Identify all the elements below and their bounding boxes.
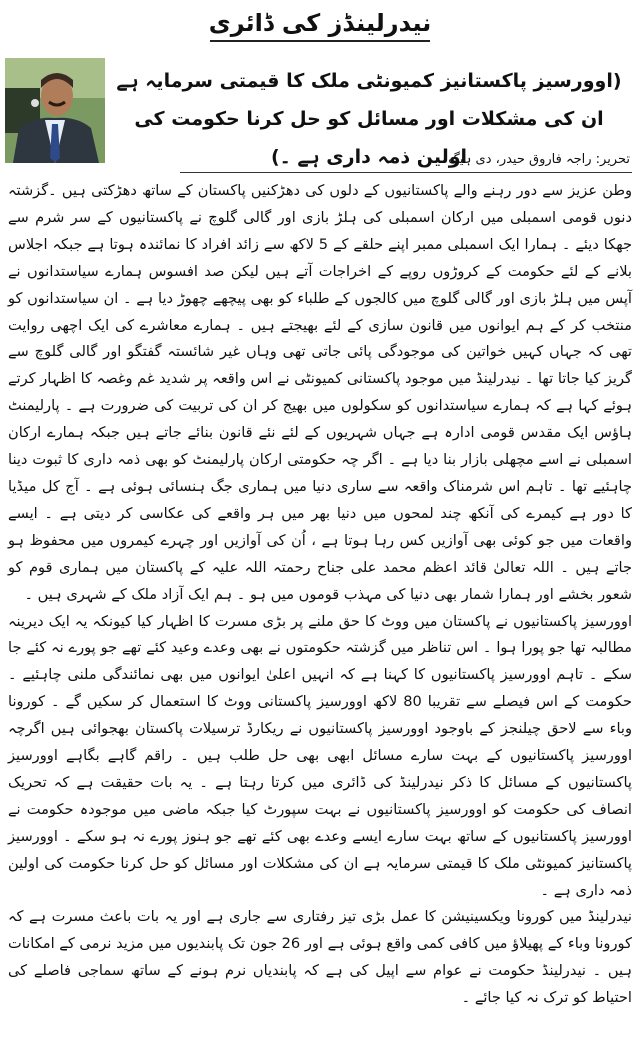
- author-portrait-image: [5, 58, 105, 163]
- article-paragraph: اوورسیز پاکستانیوں نے پاکستان میں ووٹ کا حق ملنے پر بڑی مسرت کا اظہار کیا کیونکہ یہ ایک دیرینہ مطالبہ تھا جو پورا ہوا ۔ اس تناظر میں گزشتہ حکومتوں نے بھی وعدے وعید کئے تھے جو پورے نہ کئے جا سکے ۔ تاہم اوورسیز پاکستانیوں کا کہنا ہے کہ انہیں اعلیٰ ایوانوں میں بھی نمائندگی ملنی چاہئیے ۔ حکومت کے اس فیصلے سے تقریبا 80 لاکھ اوورسیز پاکستانی ووٹ کا استعمال کر سکیں گے ۔ کورونا وباء سے لاحق چیلنجز کے باوجود اوورسیز پاکستانیوں نے ریکارڈ ترسیلات پاکستان بھجوائی ہیں اگرچہ اوورسیز پاکستانیوں کے بہت سارے مسائل ابھی بھی حل طلب ہیں ۔ راقم گاہے بگاہے اوورسیز پاکستانیوں کے مسائل کا ذکر نیدرلینڈ کی ڈائری میں کرتا رہتا ہے ۔ یہ بات حقیقت ہے کہ تحریک انصاف کی حکومت کو اوورسیز پاکستانیوں نے بہت سپورٹ کیا جبکہ ماضی میں موجودہ حکومت نے اوورسیز پاکستانیوں کے ساتھ بہت سارے ایسے وعدے بھی کئے تھے جو ہنوز پورے نہ ہو سکے ۔ اوورسیز پاکستانیز کمیونٹی ملک کا قیمتی سرمایہ ہے ان کی مشکلات اور مسائل کو حل کرنا حکومت کی اولین ذمہ داری ہے ۔: [8, 612, 632, 899]
- author-photo: [5, 58, 105, 163]
- article-body: [8, 178, 632, 1012]
- article-paragraph: نیدرلینڈ میں کورونا ویکسینیشن کا عمل بڑی تیز رفتاری سے جاری ہے اور یہ بات باعث مسرت ہے کہ کورونا وباء کے پھیلاؤ میں کافی کمی واقع ہوئی ہے اور 26 جون تک پابندیوں میں مزید نرمی کے امکانات ہیں ۔ نیدرلینڈ حکومت نے عوام سے اپیل کی ہے کہ پابندیاں نرم ہونے کے ساتھ سماجی فاصلے کی احتیاط کو ترک نہ کیا جائے ۔: [8, 908, 632, 1007]
- title-underline: [210, 40, 430, 42]
- byline-underline: [180, 172, 632, 173]
- column-subtitle: (اوورسیز پاکستانیز کمیونٹی ملک کا قیمتی سرمایہ ہے ان کی مشکلات اور مسائل کو حل کرنا حکومت کی اولین ذمہ داری ہے ۔): [116, 70, 622, 168]
- column-title: نیدرلینڈز کی ڈائری: [208, 9, 432, 37]
- byline: تحریر: راجہ فاروق حیدر، دی ہیگ ۔: [436, 152, 630, 167]
- article-paragraph: وطن عزیز سے دور رہنے والے پاکستانیوں کے دلوں کی دھڑکنیں پاکستان کے ساتھ دھڑکتی ہیں ۔گزشتہ دنوں قومی اسمبلی میں ارکان اسمبلی کی ہلڑ بازی اور گالی گلوچ نے پاکستانیوں کے سر شرم سے جھکا دیئے ۔ ہمارا ایک اسمبلی ممبر اپنے حلقے کے 5 لاکھ سے زائد افراد کا نمائندہ ہوتا ہے جبکہ اجلاس بلانے کے لئے حکومت کے کروڑوں روپے کے اخراجات آتے ہیں لیکن صد افسوس ہمارے سیاستدانوں نے آپس میں ہلڑ بازی اور گالی گلوچ میں کالجوں کے طلباء کو بھی پیچھے چھوڑ دیا ہے ۔ ان سیاستدانوں کو منتخب کر کے ہم ایوانوں میں قانون سازی کے لئے بھیجتے ہیں ۔ ہمارے معاشرے کی ایک اچھی روایت تھی کہ جہاں کہیں خواتین کی موجودگی پائی جاتی تھی وہاں غیر شائستہ گفتگو اور گالی گلوچ سے گریز کیا جاتا تھا ۔ نیدرلینڈ میں موجود پاکستانی کمیونٹی نے اس واقعہ پر شدید غم وغصہ کا اظہار کرتے ہوئے کہا ہے کہ ہمارے سیاستدانوں کو سکولوں میں بھیج کر ان کی تربیت کی ضرورت ہے ۔ پارلیمنٹ ہاؤس ایک مقدس قومی ادارہ ہے جہاں شہریوں کے لئے نئے قانون بنائے جاتے ہیں جبکہ ہمارے ارکان اسمبلی نے اسے مچھلی بازار بنا دیا ہے ۔ اگر چہ حکومتی ارکان پارلیمنٹ کو بھی ذمہ داری کا ثبوت دینا چاہئیے تھا ۔ تاہم اس شرمناک واقعہ سے ساری دنیا میں ہماری جگ ہنسائی ہوئی ہے ۔ آج کل میڈیا کا دور ہے کیمرے کی آنکھ چند لمحوں میں دنیا بھر میں ہر واقعے کی عکاسی کر دیتی ہے ۔ ایسے واقعات میں جو کوئی بھی آوازیں کس رہا ہوتا ہے ، اُن کی آوازیں اور چہرے کیمروں میں محفوظ ہو جاتے ہیں ۔ اللہ تعالیٰ قائد اعظم محمد علی جناح رحمتہ اللہ علیہ کے پاکستان میں ہماری قوم کو شعور بخشے اور ہمارا شمار بھی دنیا کی مہذب قوموں میں ہو ۔ ہم ایک آزاد ملک کے شہری ہیں ۔: [8, 182, 632, 603]
